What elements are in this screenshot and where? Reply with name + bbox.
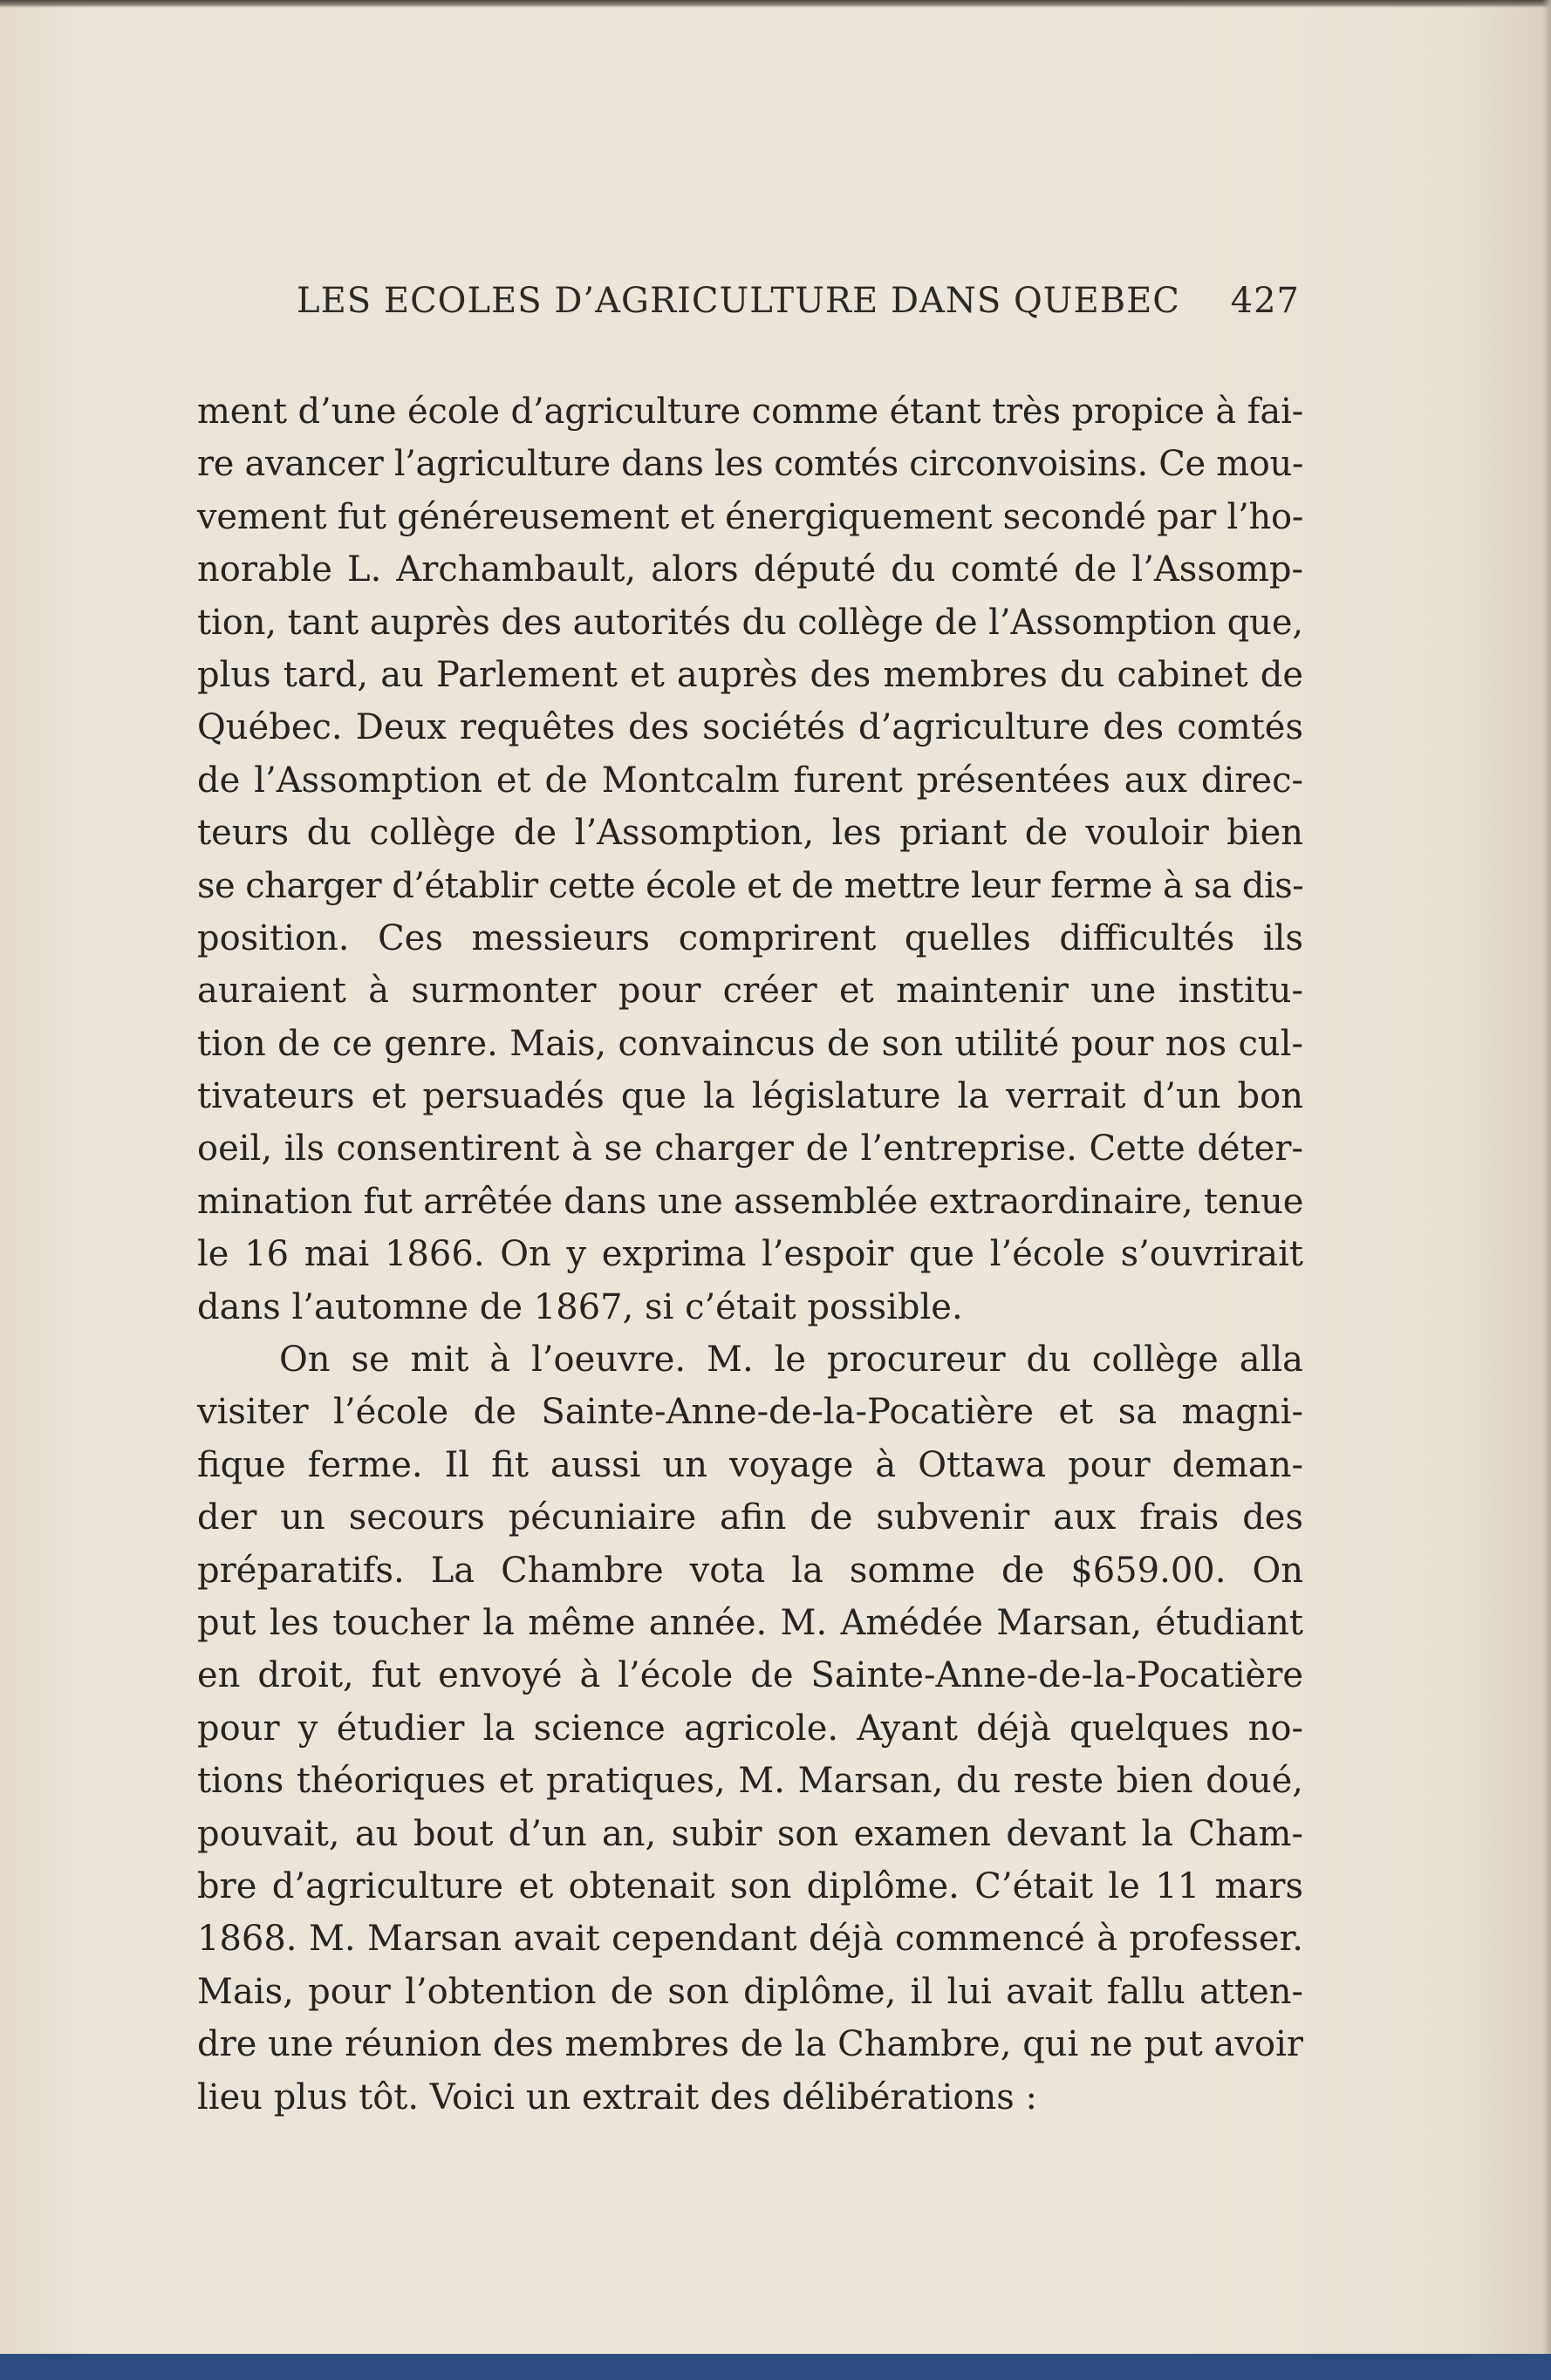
text-line: préparatifs. La Chambre vota la somme de $659.00. On xyxy=(197,1550,1303,1591)
text-line: position. Ces messieurs comprirent quelles difficultés ils xyxy=(197,917,1303,958)
text-line: tion, tant auprès des autorités du collège de l’Assomption que, xyxy=(197,602,1304,643)
text-line: put les toucher la même année. M. Amédée Marsan, étudiant xyxy=(197,1602,1303,1643)
scan-bottom-band xyxy=(0,2354,1551,2380)
text-line: tions théoriques et pratiques, M. Marsan, du reste bien doué, xyxy=(197,1761,1303,1802)
text-line: pour y étudier la science agricole. Ayant déjà quelques no- xyxy=(197,1708,1303,1749)
text-line: en droit, fut envoyé à l’école de Sainte-Anne-de-la-Pocatière xyxy=(197,1655,1303,1696)
text-line: teurs du collège de l’Assomption, les priant de vouloir bien xyxy=(197,813,1303,854)
text-line-paragraph-start: On se mit à l’oeuvre. M. le procureur du collège alla xyxy=(279,1340,1303,1381)
text-line: re avancer l’agriculture dans les comtés circonvoisins. Ce mou- xyxy=(197,444,1304,485)
text-line: Québec. Deux requêtes des sociétés d’agriculture des comtés xyxy=(197,707,1303,748)
text-line: se charger d’établir cette école et de mettre leur ferme à sa dis- xyxy=(197,865,1304,906)
text-line: norable L. Archambault, alors député du comté de l’Assomp- xyxy=(197,549,1303,590)
text-line: vement fut généreusement et énergiquement secondé par l’ho- xyxy=(197,496,1304,537)
text-line: 1868. M. Marsan avait cependant déjà commencé à professer. xyxy=(197,1919,1303,1960)
running-head xyxy=(297,281,1300,333)
text-line: fique ferme. Il fit aussi un voyage à Ottawa pour deman- xyxy=(197,1444,1303,1485)
text-line: plus tard, au Parlement et auprès des membres du cabinet de xyxy=(197,654,1303,695)
text-line: tivateurs et persuadés que la législature la verrait d’un bon xyxy=(197,1076,1303,1117)
page-right-edge xyxy=(1542,0,1551,2380)
text-line: der un secours pécuniaire afin de subvenir aux frais des xyxy=(197,1497,1303,1538)
text-line: dre une réunion des membres de la Chambre, qui ne put avoir xyxy=(197,2024,1303,2065)
page-number: 427 xyxy=(1230,281,1300,321)
text-line: dans l’automne de 1867, si c’était possible. xyxy=(197,1286,963,1327)
text-line: de l’Assomption et de Montcalm furent présentées aux direc- xyxy=(197,760,1303,801)
text-line: tion de ce genre. Mais, convaincus de son utilité pour nos cul- xyxy=(197,1023,1303,1064)
body-text xyxy=(197,385,1303,2124)
text-line: pouvait, au bout d’un an, subir son examen devant la Cham- xyxy=(197,1813,1303,1854)
text-line: visiter l’école de Sainte-Anne-de-la-Pocatière et sa magni- xyxy=(197,1392,1303,1433)
text-line: oeil, ils consentirent à se charger de l’entreprise. Cette déter- xyxy=(197,1129,1303,1170)
text-line: bre d’agriculture et obtenait son diplôme. C’était le 11 mars xyxy=(197,1865,1303,1906)
text-line: ment d’une école d’agriculture comme étant très propice à fai- xyxy=(197,392,1304,432)
page-top-edge xyxy=(0,0,1551,8)
text-line: lieu plus tôt. Voici un extrait des délibérations : xyxy=(197,2077,1037,2117)
text-line: auraient à surmonter pour créer et maintenir une institu- xyxy=(197,971,1303,1012)
text-line: Mais, pour l’obtention de son diplôme, il lui avait fallu atten- xyxy=(197,1971,1303,2012)
text-line: mination fut arrêtée dans une assemblée extraordinaire, tenue xyxy=(197,1181,1304,1222)
running-head-title: LES ECOLES D’AGRICULTURE DANS QUEBEC xyxy=(297,281,1180,321)
text-line: le 16 mai 1866. On y exprima l’espoir que l’école s’ouvrirait xyxy=(197,1234,1303,1275)
